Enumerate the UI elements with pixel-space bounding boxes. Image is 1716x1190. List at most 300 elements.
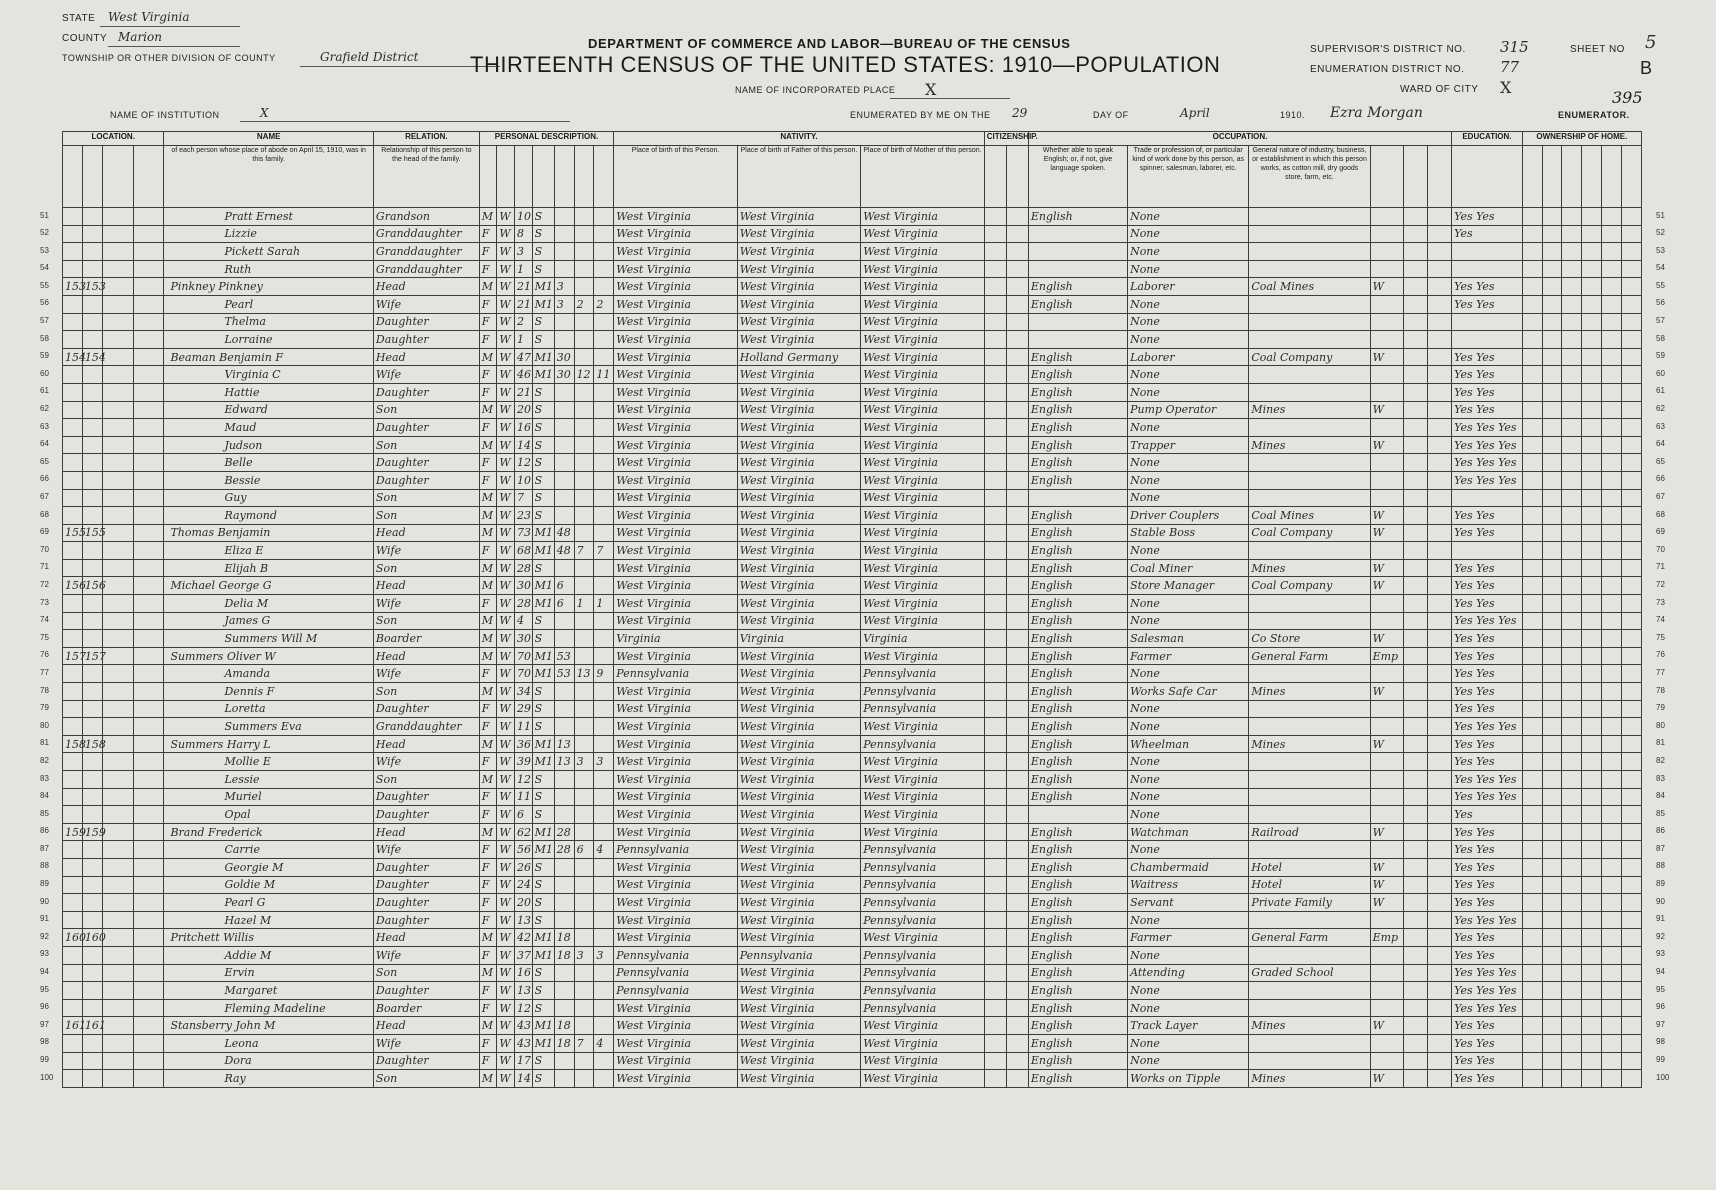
census-title: THIRTEENTH CENSUS OF THE UNITED STATES: 1910—POPULATION (470, 52, 1221, 77)
empty-cell (1562, 295, 1582, 313)
empty-cell (1562, 1070, 1582, 1088)
cell-years-married: 48 (554, 542, 574, 560)
cell-language (1028, 313, 1127, 331)
cell-mother-birthplace: West Virginia (861, 1017, 984, 1035)
empty-cell (984, 665, 1006, 683)
cell-sex: F (479, 911, 497, 929)
cell-age: 43 (515, 1034, 533, 1052)
cell-person-name: Stansberry John M (164, 1017, 373, 1035)
cell-father-birthplace: West Virginia (737, 295, 860, 313)
cell-sex: M (479, 612, 497, 630)
empty-cell (1582, 348, 1602, 366)
cell-employer-status (1370, 313, 1403, 331)
cell-mother-birthplace: Pennsylvania (861, 858, 984, 876)
cell-education: Yes Yes (1452, 683, 1523, 701)
empty-cell (1427, 946, 1451, 964)
empty-cell (102, 700, 133, 718)
line-number: 75 (40, 632, 49, 642)
empty-cell (1006, 823, 1028, 841)
cell-education: Yes Yes (1452, 383, 1523, 401)
empty-cell (1522, 559, 1542, 577)
cell-sex: M (479, 964, 497, 982)
cell-trade: None (1128, 982, 1249, 1000)
empty-cell (1621, 771, 1641, 789)
empty-cell (1621, 718, 1641, 736)
cell-family-number (82, 419, 102, 437)
empty-cell (1542, 788, 1562, 806)
cell-birthplace: West Virginia (614, 454, 737, 472)
cell-sex: M (479, 278, 497, 296)
empty-cell (1403, 313, 1427, 331)
line-number: 94 (1656, 967, 1665, 977)
empty-cell (984, 348, 1006, 366)
sheet-value: 5 (1645, 32, 1657, 53)
empty-cell (1621, 383, 1641, 401)
line-number: 65 (40, 456, 49, 466)
empty-cell (133, 559, 164, 577)
cell-relation: Wife (373, 595, 479, 613)
cell-sex: M (479, 735, 497, 753)
cell-age: 12 (515, 454, 533, 472)
table-row (63, 858, 1642, 876)
cell-industry: General Farm (1249, 929, 1370, 947)
cell-age: 43 (515, 1017, 533, 1035)
cell-industry: Coal Mines (1249, 278, 1370, 296)
empty-cell (102, 1017, 133, 1035)
empty-cell (133, 894, 164, 912)
empty-cell (1602, 964, 1622, 982)
empty-cell (1621, 735, 1641, 753)
empty-cell (1522, 243, 1542, 261)
empty-cell (1621, 507, 1641, 525)
cell-birthplace: West Virginia (614, 858, 737, 876)
cell-family-number (82, 295, 102, 313)
cell-sex: M (479, 348, 497, 366)
cell-employer-status: W (1370, 577, 1403, 595)
cell-dwelling-number (63, 419, 83, 437)
empty-cell (102, 313, 133, 331)
empty-cell (1403, 577, 1427, 595)
empty-cell (1602, 771, 1622, 789)
cell-trade: None (1128, 383, 1249, 401)
empty-cell (1582, 700, 1602, 718)
cell-father-birthplace: West Virginia (737, 313, 860, 331)
cell-relation: Daughter (373, 313, 479, 331)
cell-language (1028, 243, 1127, 261)
cell-sex: F (479, 1052, 497, 1070)
cell-industry (1249, 982, 1370, 1000)
line-number: 58 (40, 333, 49, 343)
cell-birthplace: West Virginia (614, 612, 737, 630)
cell-person-name: Summers Will M (164, 630, 373, 648)
cell-children-born (574, 436, 594, 454)
cell-person-name: Ruth (164, 260, 373, 278)
empty-cell (102, 260, 133, 278)
col-name-desc: of each person whose place of abode on April 15, 1910, was in this family. (164, 146, 373, 208)
cell-dwelling-number (63, 1070, 83, 1088)
table-row (63, 489, 1642, 507)
cell-marital-status: S (532, 243, 554, 261)
cell-dwelling-number: 158 (63, 735, 83, 753)
cell-language: English (1028, 595, 1127, 613)
cell-industry (1249, 595, 1370, 613)
cell-education: Yes Yes (1452, 595, 1523, 613)
cell-birthplace: Pennsylvania (614, 665, 737, 683)
cell-family-number (82, 1034, 102, 1052)
empty-cell (984, 946, 1006, 964)
empty-cell (1582, 911, 1602, 929)
empty-cell (1621, 1052, 1641, 1070)
line-number: 90 (1656, 896, 1665, 906)
cell-children-born (574, 718, 594, 736)
empty-cell (102, 735, 133, 753)
line-number: 85 (1656, 808, 1665, 818)
cell-family-number (82, 489, 102, 507)
cell-language: English (1028, 577, 1127, 595)
cell-marital-status: S (532, 683, 554, 701)
empty-cell (1602, 894, 1622, 912)
line-number: 78 (40, 685, 49, 695)
cell-age: 21 (515, 383, 533, 401)
empty-cell (1006, 559, 1028, 577)
cell-relation: Son (373, 507, 479, 525)
cell-dwelling-number (63, 999, 83, 1017)
cell-relation: Head (373, 647, 479, 665)
empty-cell (984, 771, 1006, 789)
cell-industry (1249, 454, 1370, 472)
line-number: 69 (1656, 527, 1665, 537)
empty-cell (1403, 647, 1427, 665)
empty-cell (1403, 823, 1427, 841)
cell-relation: Granddaughter (373, 243, 479, 261)
cell-race: W (497, 507, 515, 525)
cell-dwelling-number (63, 225, 83, 243)
empty-cell (102, 524, 133, 542)
empty-cell (1582, 542, 1602, 560)
empty-cell (1427, 647, 1451, 665)
empty-cell (133, 383, 164, 401)
line-number: 89 (40, 879, 49, 889)
cell-mother-birthplace: West Virginia (861, 1070, 984, 1088)
cell-employer-status (1370, 718, 1403, 736)
cell-mother-birthplace: West Virginia (861, 225, 984, 243)
empty-cell (1582, 1034, 1602, 1052)
cell-age: 23 (515, 507, 533, 525)
empty-cell (984, 630, 1006, 648)
empty-cell (1621, 630, 1641, 648)
empty-cell (133, 471, 164, 489)
cell-person-name: Loretta (164, 700, 373, 718)
empty-cell (1006, 771, 1028, 789)
empty-cell (1562, 348, 1582, 366)
cell-family-number: 155 (82, 524, 102, 542)
cell-race: W (497, 260, 515, 278)
empty-cell (1562, 946, 1582, 964)
empty-cell (1621, 313, 1641, 331)
cell-person-name: Michael George G (164, 577, 373, 595)
cell-children-living (594, 806, 614, 824)
empty-cell (133, 1034, 164, 1052)
cell-birthplace: Pennsylvania (614, 841, 737, 859)
empty-cell (1602, 401, 1622, 419)
cell-education: Yes Yes (1452, 401, 1523, 419)
cell-marital-status: S (532, 718, 554, 736)
cell-sex: F (479, 260, 497, 278)
empty-cell (1621, 911, 1641, 929)
cell-dwelling-number (63, 788, 83, 806)
empty-cell (1427, 665, 1451, 683)
empty-cell (1582, 577, 1602, 595)
empty-cell (1602, 542, 1622, 560)
cell-father-birthplace: West Virginia (737, 225, 860, 243)
cell-father-birthplace: West Virginia (737, 507, 860, 525)
cell-children-born (574, 454, 594, 472)
empty-cell (1522, 647, 1542, 665)
cell-father-birthplace: Virginia (737, 630, 860, 648)
line-number: 59 (1656, 351, 1665, 361)
cell-sex: F (479, 366, 497, 384)
cell-family-number (82, 383, 102, 401)
empty-cell (1562, 858, 1582, 876)
cell-employer-status (1370, 841, 1403, 859)
cell-trade: None (1128, 331, 1249, 349)
cell-employer-status: W (1370, 1017, 1403, 1035)
empty-cell (1582, 946, 1602, 964)
line-number: 72 (1656, 579, 1665, 589)
cell-children-living (594, 225, 614, 243)
cell-trade: Wheelman (1128, 735, 1249, 753)
empty-cell (1427, 331, 1451, 349)
empty-cell (1427, 225, 1451, 243)
cell-trade: Waitress (1128, 876, 1249, 894)
empty-cell (102, 419, 133, 437)
table-row (63, 718, 1642, 736)
cell-language: English (1028, 735, 1127, 753)
cell-dwelling-number (63, 858, 83, 876)
cell-children-living (594, 647, 614, 665)
empty-cell (1403, 1052, 1427, 1070)
cell-children-born (574, 1052, 594, 1070)
empty-cell (1427, 735, 1451, 753)
cell-children-living (594, 313, 614, 331)
cell-dwelling-number (63, 876, 83, 894)
cell-industry (1249, 331, 1370, 349)
empty-cell (133, 806, 164, 824)
empty-cell (1621, 946, 1641, 964)
empty-cell (1621, 331, 1641, 349)
empty-cell (1621, 471, 1641, 489)
cell-race: W (497, 401, 515, 419)
empty-cell (984, 735, 1006, 753)
cell-family-number: 153 (82, 278, 102, 296)
cell-birthplace: West Virginia (614, 876, 737, 894)
cell-age: 16 (515, 419, 533, 437)
cell-race: W (497, 823, 515, 841)
empty-cell (1562, 208, 1582, 226)
line-number: 88 (40, 861, 49, 871)
empty-cell (1403, 489, 1427, 507)
cell-relation: Wife (373, 542, 479, 560)
empty-cell (1542, 507, 1562, 525)
cell-birthplace: West Virginia (614, 295, 737, 313)
empty-cell (1621, 683, 1641, 701)
empty-cell (102, 788, 133, 806)
cell-person-name: Lizzie (164, 225, 373, 243)
cell-marital-status: S (532, 260, 554, 278)
cell-children-living (594, 208, 614, 226)
cell-marital-status: S (532, 436, 554, 454)
empty-cell (1621, 841, 1641, 859)
line-number: 95 (1656, 984, 1665, 994)
empty-cell (133, 823, 164, 841)
cell-language: English (1028, 700, 1127, 718)
cell-children-born (574, 630, 594, 648)
table-row (63, 700, 1642, 718)
cell-mother-birthplace: West Virginia (861, 771, 984, 789)
empty-cell (102, 718, 133, 736)
cell-relation: Head (373, 1017, 479, 1035)
cell-marital-status: M1 (532, 735, 554, 753)
empty-cell (1542, 454, 1562, 472)
empty-cell (1621, 243, 1641, 261)
empty-cell (102, 929, 133, 947)
cell-sex: F (479, 471, 497, 489)
empty-cell (1427, 471, 1451, 489)
cell-industry (1249, 489, 1370, 507)
empty-cell (1621, 260, 1641, 278)
cell-language: English (1028, 454, 1127, 472)
cell-children-born (574, 911, 594, 929)
empty-cell (1006, 806, 1028, 824)
cell-sex: M (479, 507, 497, 525)
cell-marital-status: S (532, 208, 554, 226)
cell-industry (1249, 665, 1370, 683)
cell-birthplace: West Virginia (614, 471, 737, 489)
cell-years-married: 28 (554, 823, 574, 841)
line-number: 72 (40, 579, 49, 589)
empty-cell (1522, 911, 1542, 929)
empty-cell (102, 366, 133, 384)
cell-education: Yes (1452, 806, 1523, 824)
cell-language: English (1028, 559, 1127, 577)
cell-family-number (82, 454, 102, 472)
empty-cell (1403, 331, 1427, 349)
cell-mother-birthplace: West Virginia (861, 929, 984, 947)
cell-years-married (554, 700, 574, 718)
cell-mother-birthplace: Pennsylvania (861, 876, 984, 894)
empty-cell (1427, 982, 1451, 1000)
cell-years-married (554, 260, 574, 278)
cell-trade: None (1128, 700, 1249, 718)
cell-children-living: 4 (594, 1034, 614, 1052)
cell-education (1452, 489, 1523, 507)
empty-cell (1006, 489, 1028, 507)
empty-cell (1602, 806, 1622, 824)
empty-cell (1602, 383, 1622, 401)
empty-cell (1427, 929, 1451, 947)
cell-age: 46 (515, 366, 533, 384)
cell-race: W (497, 665, 515, 683)
cell-education: Yes Yes (1452, 876, 1523, 894)
cell-dwelling-number (63, 313, 83, 331)
cell-children-born: 1 (574, 595, 594, 613)
empty-cell (1602, 858, 1622, 876)
cell-person-name: Amanda (164, 665, 373, 683)
line-number: 97 (1656, 1019, 1665, 1029)
cell-education (1452, 542, 1523, 560)
cell-person-name: Pratt Ernest (164, 208, 373, 226)
cell-marital-status: M1 (532, 946, 554, 964)
cell-years-married: 3 (554, 295, 574, 313)
empty-cell (1522, 348, 1542, 366)
cell-relation: Daughter (373, 331, 479, 349)
cell-race: W (497, 964, 515, 982)
cell-children-living (594, 489, 614, 507)
cell-birthplace: Pennsylvania (614, 964, 737, 982)
empty-cell (1006, 876, 1028, 894)
cell-children-born (574, 929, 594, 947)
empty-cell (984, 612, 1006, 630)
empty-cell (133, 208, 164, 226)
county-label: COUNTY (62, 33, 108, 44)
empty-cell (1542, 630, 1562, 648)
empty-cell (984, 436, 1006, 454)
empty-cell (1403, 718, 1427, 736)
cell-mother-birthplace: West Virginia (861, 718, 984, 736)
cell-birthplace: West Virginia (614, 753, 737, 771)
cell-mother-birthplace: West Virginia (861, 436, 984, 454)
ward-value: X (1500, 78, 1512, 97)
empty-cell (1602, 1070, 1622, 1088)
table-row (63, 753, 1642, 771)
cell-sex: M (479, 823, 497, 841)
empty-cell (1582, 401, 1602, 419)
empty-cell (102, 1052, 133, 1070)
cell-age: 16 (515, 964, 533, 982)
cell-education: Yes Yes Yes (1452, 436, 1523, 454)
empty-cell (1522, 507, 1542, 525)
cell-age: 24 (515, 876, 533, 894)
empty-cell (1403, 471, 1427, 489)
cell-industry: Mines (1249, 1017, 1370, 1035)
cell-person-name: Muriel (164, 788, 373, 806)
cell-children-living (594, 999, 614, 1017)
empty-cell (1403, 1034, 1427, 1052)
cell-children-living (594, 771, 614, 789)
empty-cell (102, 806, 133, 824)
empty-cell (1427, 542, 1451, 560)
empty-cell (1562, 788, 1582, 806)
table-row (63, 577, 1642, 595)
empty-cell (1562, 841, 1582, 859)
enumerated-day: 29 (1012, 106, 1028, 120)
empty-cell (1006, 278, 1028, 296)
empty-cell (1006, 647, 1028, 665)
cell-dwelling-number (63, 208, 83, 226)
cell-industry: Coal Mines (1249, 507, 1370, 525)
cell-trade: Stable Boss (1128, 524, 1249, 542)
empty-cell (1403, 419, 1427, 437)
empty-cell (1582, 665, 1602, 683)
cell-trade: Salesman (1128, 630, 1249, 648)
line-number: 100 (1656, 1072, 1670, 1082)
line-number: 60 (1656, 368, 1665, 378)
cell-birthplace: West Virginia (614, 419, 737, 437)
cell-birthplace: West Virginia (614, 735, 737, 753)
empty-cell (1621, 295, 1641, 313)
cell-years-married (554, 419, 574, 437)
empty-cell (1403, 454, 1427, 472)
